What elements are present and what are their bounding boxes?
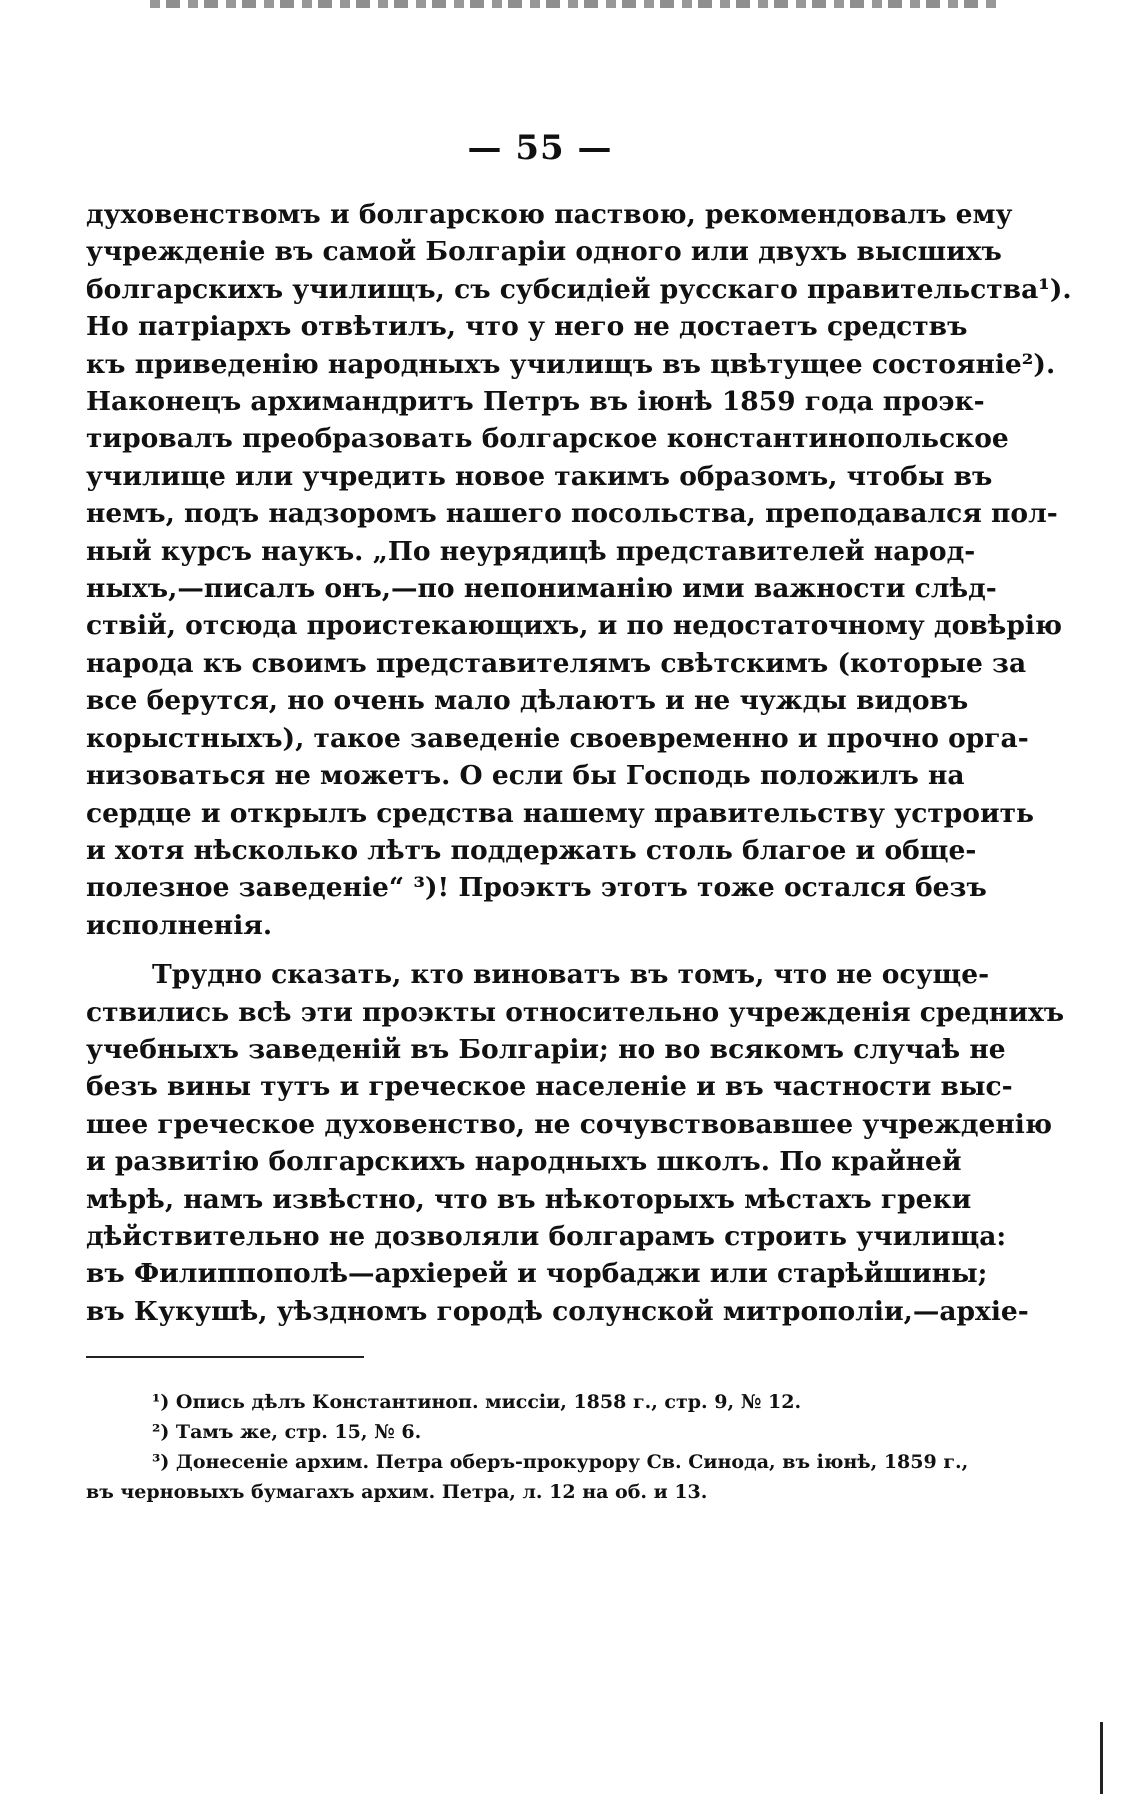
footnote-3: ³) Донесеніе архим. Петра оберъ-прокурору Св. Синода, въ іюнѣ, 1859 г., — [152, 1451, 969, 1473]
text-line: ствились всѣ эти проэкты относительно учрежденія среднихъ — [86, 996, 1065, 1028]
text-line: и развитію болгарскихъ народныхъ школъ. По крайней — [86, 1146, 962, 1178]
text-line: немъ, подъ надзоромъ нашего посольства, преподавался пол- — [86, 498, 1058, 530]
footnotes — [86, 1387, 969, 1507]
text-line: безъ вины тутъ и греческое населеніе и въ частности выс- — [86, 1071, 1013, 1103]
text-line: въ Филиппополѣ—архіерей и чорбаджи или старѣйшины; — [86, 1258, 988, 1290]
footnote-3-continuation: въ черновыхъ бумагахъ архим. Петра, л. 12 на об. и 13. — [86, 1481, 708, 1503]
text-line: корыстныхъ), такое заведеніе своевременно и прочно орга- — [86, 722, 1029, 754]
text-line: къ приведенію народныхъ училищъ въ цвѣтущее состояніе²). — [86, 348, 1056, 380]
text-line: тировалъ преобразовать болгарское константинопольское — [86, 423, 1009, 455]
paragraph-2 — [86, 956, 1065, 1330]
footnote-1: ¹) Опись дѣлъ Константиноп. миссіи, 1858 г., стр. 9, № 12. — [152, 1391, 802, 1413]
paragraph-gap — [86, 944, 912, 956]
text-line: ныхъ,—писалъ онъ,—по непониманію ими важности слѣд- — [86, 573, 997, 605]
text-line: все берутся, но очень мало дѣлаютъ и не чужды видовъ — [86, 685, 969, 717]
paragraph-1 — [86, 196, 1072, 944]
text-line: учрежденіе въ самой Болгаріи одного или двухъ высшихъ — [86, 236, 1002, 268]
text-line: болгарскихъ училищъ, съ субсидіей русскаго правительства¹). — [86, 273, 1072, 305]
main-text — [86, 196, 1072, 1330]
text-line: дѣйствительно не дозволяли болгарамъ строить училища: — [86, 1220, 1007, 1252]
scan-edge-mark — [1100, 1722, 1103, 1794]
footnote-separator — [86, 1356, 364, 1358]
page-number: — 55 — — [467, 128, 613, 168]
text-line: исполненія. — [86, 909, 273, 941]
footnote-2: ²) Тамъ же, стр. 15, № 6. — [152, 1421, 422, 1443]
text-line: ный курсъ наукъ. „По неурядицѣ представителей народ- — [86, 535, 976, 567]
text-line: низоваться не можетъ. О если бы Господь положилъ на — [86, 760, 965, 792]
text-line: Трудно сказать, кто виноватъ въ томъ, что не осуще- — [152, 959, 990, 991]
text-line: Но патріархъ отвѣтилъ, что у него не достаетъ средствъ — [86, 311, 968, 343]
text-line: въ Кукушѣ, уѣздномъ городѣ солунской митрополіи,—архіе- — [86, 1295, 1029, 1327]
text-line: училище или учредить новое такимъ образомъ, чтобы въ — [86, 460, 993, 492]
text-line: шее греческое духовенство, не сочувствовавшее учрежденію — [86, 1108, 1053, 1140]
text-line: народа къ своимъ представителямъ свѣтскимъ (которые за — [86, 647, 1027, 679]
text-line: духовенствомъ и болгарскою паствою, рекомендовалъ ему — [86, 199, 1013, 230]
text-line: сердце и открылъ средства нашему правительству устроить — [86, 797, 1035, 829]
scan-top-edge-artifact — [150, 0, 1000, 8]
text-line: ствій, отсюда проистекающихъ, и по недостаточному довѣрію — [86, 610, 1063, 642]
text-line: и хотя нѣсколько лѣтъ поддержать столь благое и обще- — [86, 834, 977, 866]
text-line: учебныхъ заведеній въ Болгаріи; но во всякомъ случаѣ не — [86, 1033, 1006, 1065]
text-line: Наконецъ архимандритъ Петръ въ іюнѣ 1859 года проэк- — [86, 386, 985, 418]
text-line: мѣрѣ, намъ извѣстно, что въ нѣкоторыхъ мѣстахъ греки — [86, 1183, 972, 1215]
text-line: полезное заведеніе“ ³)! Проэктъ этотъ тоже остался безъ — [86, 872, 987, 904]
